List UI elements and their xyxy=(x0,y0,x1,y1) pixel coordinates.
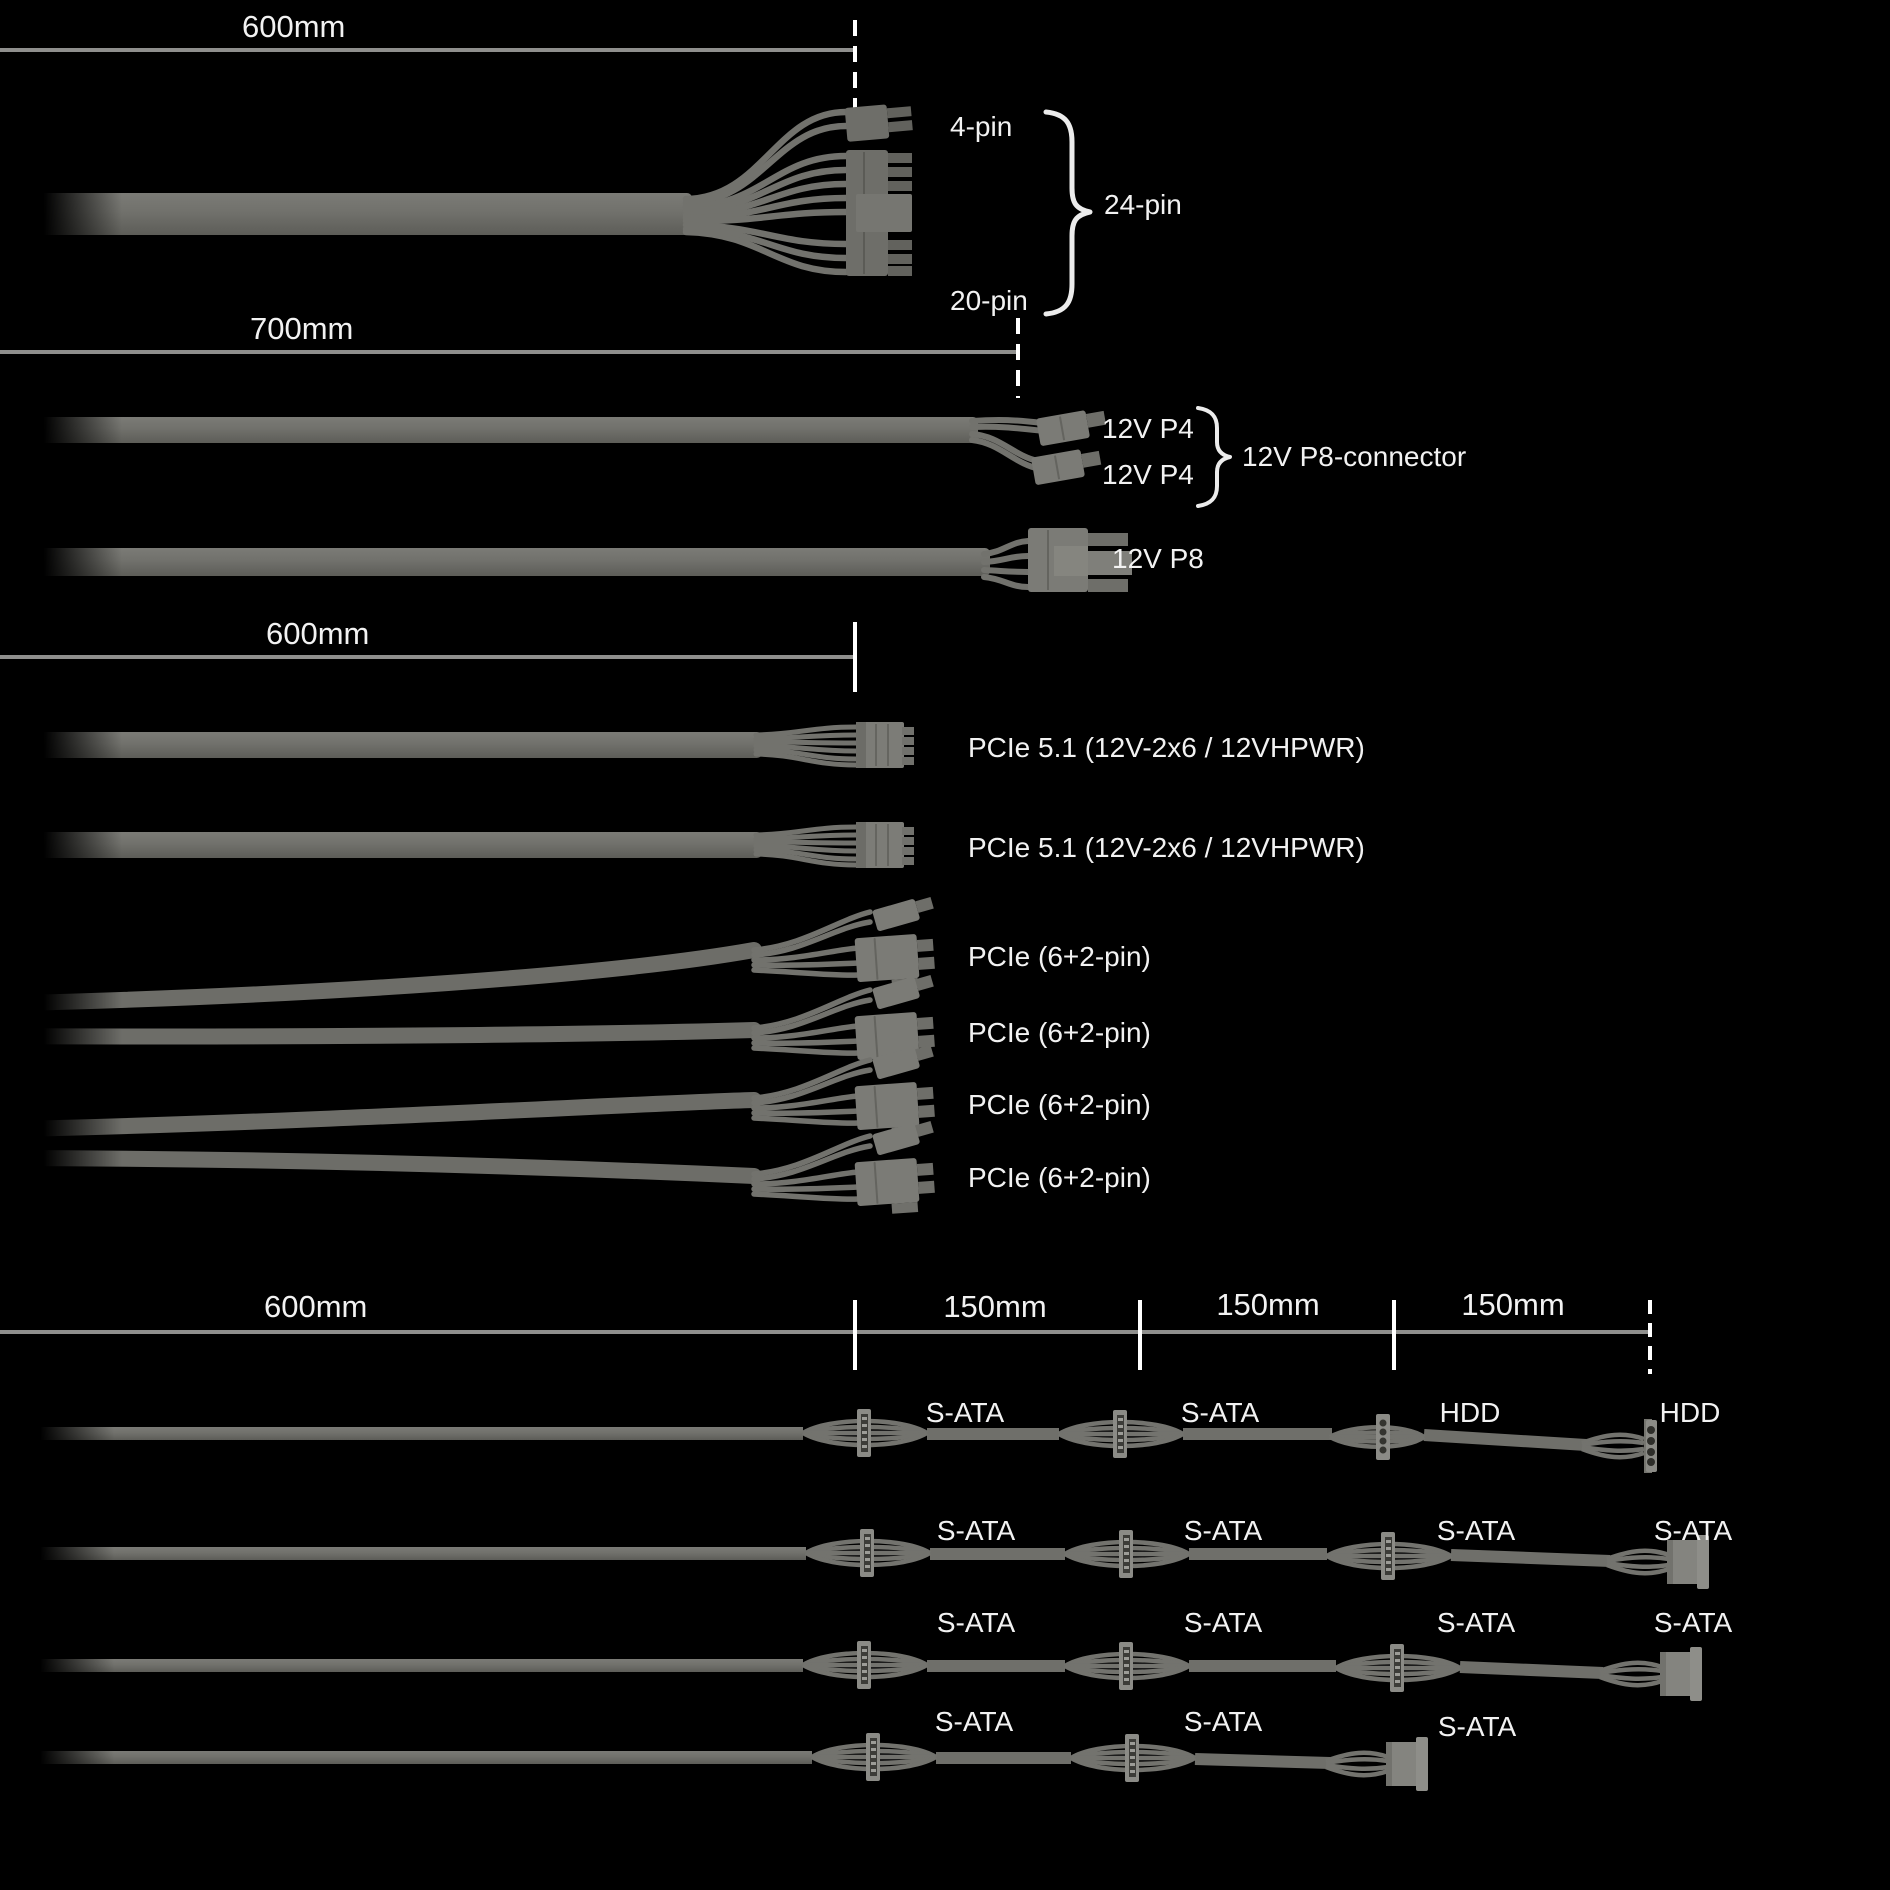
measure-sata-150mm-3: 150mm xyxy=(1461,1287,1565,1322)
ruler-atx xyxy=(0,20,857,140)
atx-wires xyxy=(686,112,846,272)
connector-sata-r3c3 xyxy=(1336,1644,1460,1692)
connector-sata-r2c2 xyxy=(1065,1530,1189,1578)
connector-sata-r1c2 xyxy=(1059,1410,1183,1458)
connector-sata-r2c1 xyxy=(806,1529,930,1577)
connector-hdd-r1c4 xyxy=(1582,1419,1657,1473)
connector-hdd-r1c3 xyxy=(1330,1414,1424,1460)
ruler-pcie xyxy=(0,622,857,692)
connector-sata-r3c2 xyxy=(1065,1642,1189,1690)
connector-atx-4pin xyxy=(845,102,914,142)
cable-pcie51-2 xyxy=(0,822,914,868)
label-hdd-r1c4: HDD xyxy=(1659,1397,1721,1428)
connector-12v-p4-bottom xyxy=(1031,446,1103,485)
measure-atx-600mm: 600mm xyxy=(242,9,346,44)
ruler-sata xyxy=(0,1300,1652,1374)
cable-pcie51-1 xyxy=(0,722,914,768)
label-20pin: 20-pin xyxy=(950,285,1028,316)
cable-sata-row4 xyxy=(0,1733,1428,1791)
label-sata-r2c3: S-ATA xyxy=(1436,1515,1516,1546)
ruler-cpu xyxy=(0,318,1020,398)
measure-cpu-700mm: 700mm xyxy=(250,311,354,346)
label-sata-r1c2: S-ATA xyxy=(1180,1397,1260,1428)
label-12v-p4-top: 12V P4 xyxy=(1102,413,1194,444)
label-sata-r2c2: S-ATA xyxy=(1183,1515,1263,1546)
connector-sata-r3c1 xyxy=(803,1641,927,1689)
connector-sata-r4c1 xyxy=(812,1733,936,1781)
connector-12vhpwr-1 xyxy=(856,722,914,768)
label-24pin: 24-pin xyxy=(1104,189,1182,220)
cable-sata-row1 xyxy=(0,1409,1657,1473)
connector-12v-p4-top xyxy=(1036,407,1108,446)
brace-24pin xyxy=(1046,112,1090,314)
cable-sata-row3 xyxy=(0,1641,1702,1701)
label-4pin: 4-pin xyxy=(950,111,1013,142)
label-sata-r3c2: S-ATA xyxy=(1183,1607,1263,1638)
connector-sata-r1c1 xyxy=(803,1409,927,1457)
label-sata-r3c1: S-ATA xyxy=(936,1607,1016,1638)
label-pcie62-4: PCIe (6+2-pin) xyxy=(968,1162,1151,1193)
label-12v-p8-connector: 12V P8-connector xyxy=(1242,441,1467,472)
label-pcie62-3: PCIe (6+2-pin) xyxy=(968,1089,1151,1120)
measure-sata-600mm: 600mm xyxy=(264,1289,368,1324)
measure-sata-150mm-2: 150mm xyxy=(1216,1287,1320,1322)
label-sata-r4c2: S-ATA xyxy=(1183,1706,1263,1737)
measure-sata-150mm-1: 150mm xyxy=(943,1289,1047,1324)
connector-sata-r4c2 xyxy=(1071,1734,1195,1782)
connector-sata-r2c3 xyxy=(1327,1532,1451,1580)
measure-pcie-600mm: 600mm xyxy=(266,616,370,651)
label-12v-p8: 12V P8 xyxy=(1112,543,1204,574)
label-sata-r2c4: S-ATA xyxy=(1653,1515,1733,1546)
label-sata-r1c1: S-ATA xyxy=(925,1397,1005,1428)
cable-cpu-p8 xyxy=(0,528,1132,592)
cable-cpu-p4p4 xyxy=(0,407,1108,485)
label-pcie62-2: PCIe (6+2-pin) xyxy=(968,1017,1151,1048)
label-sata-r2c1: S-ATA xyxy=(936,1515,1016,1546)
connector-atx-20pin xyxy=(846,150,912,276)
connector-pcie62-4 xyxy=(754,1118,936,1216)
connector-sata-r3c4 xyxy=(1600,1647,1702,1701)
label-sata-r4c1: S-ATA xyxy=(934,1706,1014,1737)
connector-12vhpwr-2 xyxy=(856,822,914,868)
label-pcie62-1: PCIe (6+2-pin) xyxy=(968,941,1151,972)
label-pcie51-1: PCIe 5.1 (12V-2x6 / 12VHPWR) xyxy=(968,732,1365,763)
brace-p8 xyxy=(1198,408,1230,506)
cable-atx xyxy=(0,102,913,276)
cable-pcie62-group1 xyxy=(0,894,936,1070)
label-sata-r4c3: S-ATA xyxy=(1437,1711,1517,1742)
connector-sata-r4c3 xyxy=(1326,1737,1428,1791)
label-sata-r3c3: S-ATA xyxy=(1436,1607,1516,1638)
cable-pcie62-group2 xyxy=(0,1042,936,1216)
connector-pcie62-1 xyxy=(754,894,936,992)
label-pcie51-2: PCIe 5.1 (12V-2x6 / 12VHPWR) xyxy=(968,832,1365,863)
label-sata-r3c4: S-ATA xyxy=(1653,1607,1733,1638)
label-hdd-r1c3: HDD xyxy=(1439,1397,1501,1428)
label-12v-p4-bottom: 12V P4 xyxy=(1102,459,1194,490)
